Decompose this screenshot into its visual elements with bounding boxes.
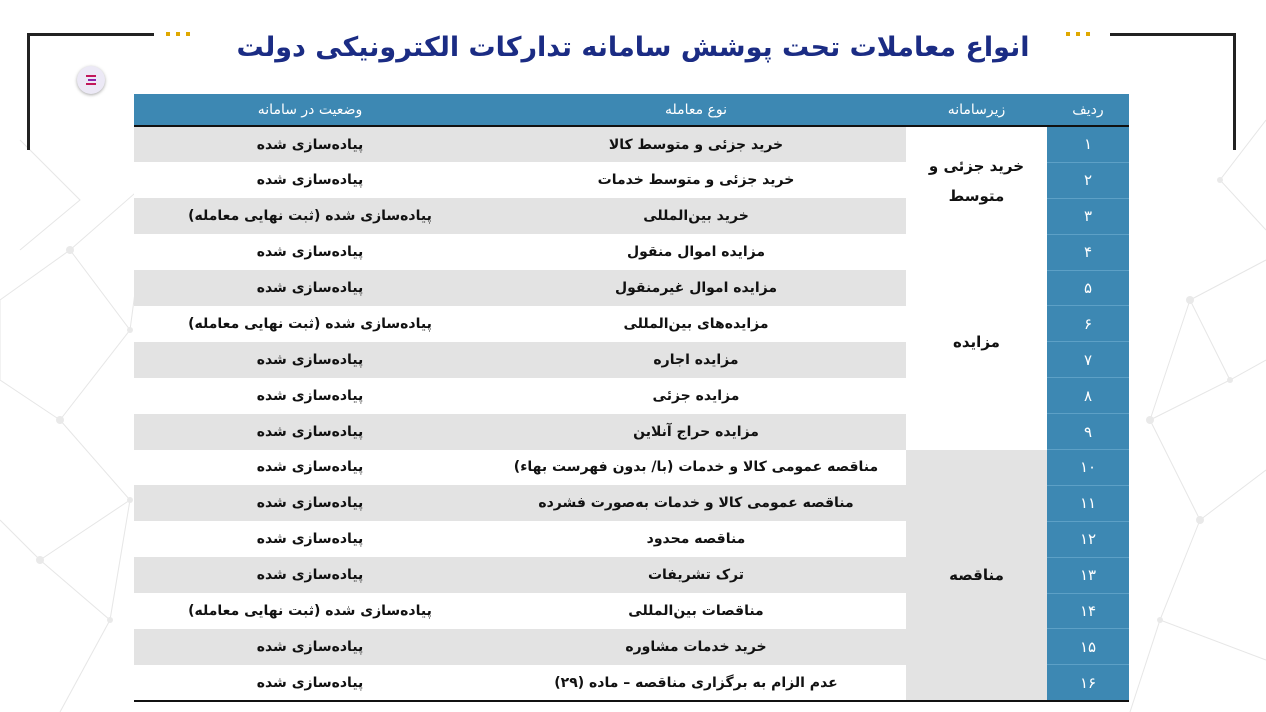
header-type: نوع معامله bbox=[486, 94, 906, 126]
header-row-number: ردیف bbox=[1047, 94, 1129, 126]
transaction-type: مناقصه عمومی کالا و خدمات (با/ بدون فهرست بهاء) bbox=[486, 450, 906, 486]
transaction-type: خرید جزئی و متوسط خدمات bbox=[486, 162, 906, 198]
transaction-status: پیاده‌سازی شده (ثبت نهایی معامله) bbox=[134, 306, 486, 342]
transaction-status: پیاده‌سازی شده bbox=[134, 414, 486, 450]
transaction-status: پیاده‌سازی شده bbox=[134, 629, 486, 665]
row-number: ۸ bbox=[1047, 378, 1129, 414]
subsystem-cell bbox=[906, 126, 1047, 234]
transaction-type: خرید خدمات مشاوره bbox=[486, 629, 906, 665]
frame-top-left bbox=[27, 33, 154, 36]
row-number: ۱۵ bbox=[1047, 629, 1129, 665]
frame-right-vertical bbox=[1233, 33, 1236, 150]
row-number: ۷ bbox=[1047, 342, 1129, 378]
transaction-status: پیاده‌سازی شده bbox=[134, 521, 486, 557]
list-icon[interactable] bbox=[77, 66, 105, 94]
row-number: ۴ bbox=[1047, 234, 1129, 270]
row-number: ۲ bbox=[1047, 162, 1129, 198]
table-header-row bbox=[134, 94, 1129, 126]
transaction-status: پیاده‌سازی شده bbox=[134, 665, 486, 701]
page-title: انواع معاملات تحت پوشش سامانه تدارکات الکترونیکی دولت bbox=[236, 32, 1030, 63]
transaction-status: پیاده‌سازی شده bbox=[134, 162, 486, 198]
transaction-status: پیاده‌سازی شده bbox=[134, 557, 486, 593]
row-number: ۱۶ bbox=[1047, 665, 1129, 701]
row-number: ۶ bbox=[1047, 306, 1129, 342]
transaction-type: خرید جزئی و متوسط کالا bbox=[486, 126, 906, 162]
transactions-table bbox=[134, 94, 1129, 702]
transaction-status: پیاده‌سازی شده bbox=[134, 126, 486, 162]
transaction-type: مزایده‌های بین‌المللی bbox=[486, 306, 906, 342]
table-row bbox=[134, 450, 1129, 486]
transaction-type: مزایده حراج آنلاین bbox=[486, 414, 906, 450]
transaction-status: پیاده‌سازی شده bbox=[134, 342, 486, 378]
transaction-type: مزایده اموال غیرمنقول bbox=[486, 270, 906, 306]
transaction-type: مزایده جزئی bbox=[486, 378, 906, 414]
header-subsystem: زیرسامانه bbox=[906, 94, 1047, 126]
transaction-type: مناقصات بین‌المللی bbox=[486, 593, 906, 629]
row-number: ۱۳ bbox=[1047, 557, 1129, 593]
transaction-status: پیاده‌سازی شده bbox=[134, 270, 486, 306]
transaction-status: پیاده‌سازی شده (ثبت نهایی معامله) bbox=[134, 198, 486, 234]
row-number: ۵ bbox=[1047, 270, 1129, 306]
table-row bbox=[134, 234, 1129, 270]
row-number: ۱۴ bbox=[1047, 593, 1129, 629]
frame-left-vertical bbox=[27, 33, 30, 150]
subsystem-cell: مناقصه bbox=[906, 450, 1047, 702]
transaction-status: پیاده‌سازی شده (ثبت نهایی معامله) bbox=[134, 593, 486, 629]
row-number: ۱ bbox=[1047, 126, 1129, 162]
transaction-status: پیاده‌سازی شده bbox=[134, 485, 486, 521]
transaction-type: خرید بین‌المللی bbox=[486, 198, 906, 234]
header-status: وضعیت در سامانه bbox=[134, 94, 486, 126]
transaction-status: پیاده‌سازی شده bbox=[134, 234, 486, 270]
transaction-type: مزایده اموال منقول bbox=[486, 234, 906, 270]
transaction-type: عدم الزام به برگزاری مناقصه – ماده (۲۹) bbox=[486, 665, 906, 701]
row-number: ۱۰ bbox=[1047, 450, 1129, 486]
list-icon-glyph bbox=[84, 73, 98, 87]
transaction-status: پیاده‌سازی شده bbox=[134, 450, 486, 486]
transaction-status: پیاده‌سازی شده bbox=[134, 378, 486, 414]
transaction-type: مزایده اجاره bbox=[486, 342, 906, 378]
subsystem-cell: مزایده bbox=[906, 234, 1047, 449]
frame-top-right bbox=[1110, 33, 1236, 36]
row-number: ۳ bbox=[1047, 198, 1129, 234]
dots-right bbox=[1066, 32, 1090, 36]
row-number: ۹ bbox=[1047, 414, 1129, 450]
row-number: ۱۲ bbox=[1047, 521, 1129, 557]
row-number: ۱۱ bbox=[1047, 485, 1129, 521]
table-row bbox=[134, 126, 1129, 162]
transaction-type: مناقصه عمومی کالا و خدمات به‌صورت فشرده bbox=[486, 485, 906, 521]
transaction-type: مناقصه محدود bbox=[486, 521, 906, 557]
dots-left bbox=[166, 32, 190, 36]
subsystem-label: خرید جزئی و متوسط bbox=[928, 156, 1025, 205]
transaction-type: ترک تشریفات bbox=[486, 557, 906, 593]
